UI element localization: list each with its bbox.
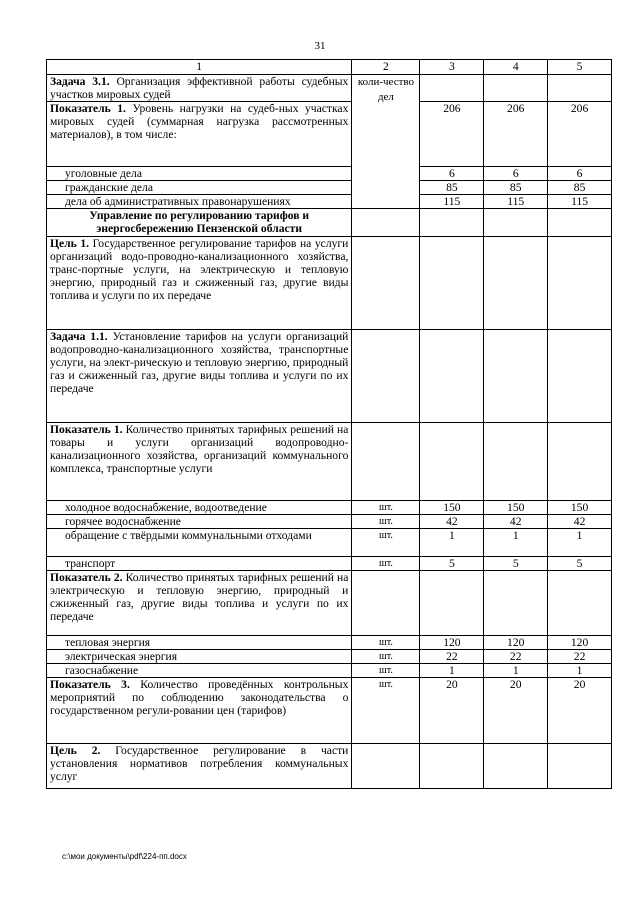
header-cell: 1 <box>47 60 352 75</box>
table-row <box>47 636 612 650</box>
table-row <box>47 181 612 195</box>
value-cell: 120 <box>548 636 612 650</box>
unit-cell: коли-чество дел <box>352 75 420 209</box>
table-row <box>47 209 612 237</box>
empty-cell <box>484 330 548 423</box>
table-row <box>47 423 612 501</box>
task-text: Установление тарифов на услуги организаций водопроводно-канализационного хозяйства, транспортные услуги, на элект-рическую и тепловую энергию, природный газ и сжиженный газ, другие виды топлива и услуги по их передаче <box>50 330 349 395</box>
value-cell <box>420 75 484 102</box>
value-cell: 115 <box>484 195 548 209</box>
value-cell: 115 <box>548 195 612 209</box>
indicators-table <box>46 59 612 789</box>
indicator-text: Уровень нагрузки на судеб-ных участках мировых судей (суммарная нагрузка рассмотренных материалов), в том числе: <box>50 102 349 141</box>
empty-cell <box>548 330 612 423</box>
table-row <box>47 330 612 423</box>
sub-item-label: обращение с твёрдыми коммунальными отходами <box>47 529 352 557</box>
goal-label: Цель 2. <box>50 744 101 757</box>
sub-item-label: гражданские дела <box>47 181 352 195</box>
unit-cell: шт. <box>352 650 420 664</box>
empty-cell <box>548 237 612 330</box>
value-cell: 1 <box>548 529 612 557</box>
sub-item-label: холодное водоснабжение, водоотведение <box>47 501 352 515</box>
value-cell: 150 <box>548 501 612 515</box>
value-cell: 206 <box>420 102 484 167</box>
indicator-2-cell <box>47 571 352 636</box>
task-label: Задача 3.1. <box>50 75 110 88</box>
table-header-row <box>47 60 612 75</box>
empty-cell <box>420 744 484 789</box>
value-cell: 1 <box>548 664 612 678</box>
goal-label: Цель 1. <box>50 237 90 250</box>
value-cell: 20 <box>548 678 612 744</box>
table-row <box>47 195 612 209</box>
table-row <box>47 664 612 678</box>
value-cell: 20 <box>484 678 548 744</box>
value-cell: 150 <box>420 501 484 515</box>
sub-item-label: транспорт <box>47 557 352 571</box>
unit-cell: шт. <box>352 678 420 744</box>
empty-cell <box>352 423 420 501</box>
indicator-label: Показатель 1. <box>50 102 126 115</box>
indicator-text: Количество проведённых контрольных мероприятий по соблюдению законодательства о государственном регули-ровании цен (тарифов) <box>50 678 349 717</box>
value-cell: 115 <box>420 195 484 209</box>
table-row <box>47 650 612 664</box>
task-3-1-cell <box>47 75 352 102</box>
empty-cell <box>484 237 548 330</box>
value-cell <box>484 75 548 102</box>
indicator-label: Показатель 1. <box>50 423 123 436</box>
empty-cell <box>484 423 548 501</box>
unit-cell: шт. <box>352 664 420 678</box>
header-cell: 5 <box>548 60 612 75</box>
table-row <box>47 744 612 789</box>
empty-cell <box>420 571 484 636</box>
task-text: Организация эффективной работы судебных участков мировых судей <box>50 75 349 101</box>
table-row <box>47 678 612 744</box>
empty-cell <box>548 209 612 237</box>
task-label: Задача 1.1. <box>50 330 108 343</box>
header-cell: 2 <box>352 60 420 75</box>
empty-cell <box>420 423 484 501</box>
value-cell: 150 <box>484 501 548 515</box>
footer-file-path: c:\мои документы\pdf\224-пп.docx <box>62 852 187 861</box>
empty-cell <box>484 571 548 636</box>
table-row <box>47 75 612 102</box>
empty-cell <box>548 744 612 789</box>
header-cell: 3 <box>420 60 484 75</box>
goal-2-cell <box>47 744 352 789</box>
sub-item-label: газоснабжение <box>47 664 352 678</box>
value-cell: 42 <box>420 515 484 529</box>
empty-cell <box>352 571 420 636</box>
empty-cell <box>352 744 420 789</box>
unit-cell: шт. <box>352 636 420 650</box>
table-row <box>47 167 612 181</box>
value-cell: 120 <box>420 636 484 650</box>
value-cell: 1 <box>484 529 548 557</box>
indicator-text: Количество принятых тарифных решений на товары и услуги организаций водопроводно-канализационного хозяйства, организаций коммунального комплекса, транспортные услуги <box>50 423 349 475</box>
value-cell: 85 <box>420 181 484 195</box>
unit-cell: шт. <box>352 501 420 515</box>
empty-cell <box>352 237 420 330</box>
value-cell: 206 <box>548 102 612 167</box>
indicator-1-cell <box>47 423 352 501</box>
indicator-text: Количество принятых тарифных решений на электрическую и тепловую энергию, природный и сжиженный газ, другие виды топлива и услуги по их передаче <box>50 571 349 623</box>
value-cell: 42 <box>548 515 612 529</box>
value-cell: 5 <box>548 557 612 571</box>
unit-cell: шт. <box>352 515 420 529</box>
value-cell: 1 <box>420 664 484 678</box>
empty-cell <box>420 209 484 237</box>
empty-cell <box>352 209 420 237</box>
value-cell: 22 <box>484 650 548 664</box>
table-row <box>47 571 612 636</box>
table-row <box>47 529 612 557</box>
value-cell <box>548 75 612 102</box>
value-cell: 22 <box>420 650 484 664</box>
value-cell: 120 <box>484 636 548 650</box>
value-cell: 85 <box>548 181 612 195</box>
empty-cell <box>484 744 548 789</box>
section-heading <box>47 209 352 237</box>
sub-item-label: уголовные дела <box>47 167 352 181</box>
table-row <box>47 557 612 571</box>
goal-1-cell <box>47 237 352 330</box>
sub-item-label: горячее водоснабжение <box>47 515 352 529</box>
empty-cell <box>420 330 484 423</box>
empty-cell <box>352 330 420 423</box>
value-cell: 6 <box>484 167 548 181</box>
unit-cell: шт. <box>352 557 420 571</box>
indicator-label: Показатель 3. <box>50 678 130 691</box>
goal-text: Государственное регулирование в части установления нормативов потребления коммунальных услуг <box>50 744 349 783</box>
empty-cell <box>420 237 484 330</box>
sub-item-label: тепловая энергия <box>47 636 352 650</box>
indicator-label: Показатель 2. <box>50 571 123 584</box>
header-cell: 4 <box>484 60 548 75</box>
value-cell: 206 <box>484 102 548 167</box>
table-row <box>47 501 612 515</box>
page-number: 31 <box>314 40 326 52</box>
indicator-3-cell <box>47 678 352 744</box>
sub-item-label: электрическая энергия <box>47 650 352 664</box>
value-cell: 42 <box>484 515 548 529</box>
value-cell: 5 <box>420 557 484 571</box>
value-cell: 20 <box>420 678 484 744</box>
goal-text: Государственное регулирование тарифов на услуги организаций водо-проводно-канализационного хозяйства, транс-портные услуги, на электрическую и тепловую энергию, природный газ и сжиженный газ, другие виды топлива и услуги по их передаче <box>50 237 349 302</box>
value-cell: 1 <box>420 529 484 557</box>
value-cell: 22 <box>548 650 612 664</box>
section-heading-text: Управление по регулированию тарифов и энергосбережению Пензенской области <box>89 209 310 235</box>
table-row <box>47 237 612 330</box>
empty-cell <box>484 209 548 237</box>
empty-cell <box>548 423 612 501</box>
value-cell: 6 <box>548 167 612 181</box>
value-cell: 5 <box>484 557 548 571</box>
value-cell: 1 <box>484 664 548 678</box>
table-row <box>47 102 612 167</box>
value-cell: 6 <box>420 167 484 181</box>
indicator-1-cell <box>47 102 352 167</box>
task-1-1-cell <box>47 330 352 423</box>
table-row <box>47 515 612 529</box>
empty-cell <box>548 571 612 636</box>
sub-item-label: дела об административных правонарушениях <box>47 195 352 209</box>
value-cell: 85 <box>484 181 548 195</box>
unit-cell: шт. <box>352 529 420 557</box>
